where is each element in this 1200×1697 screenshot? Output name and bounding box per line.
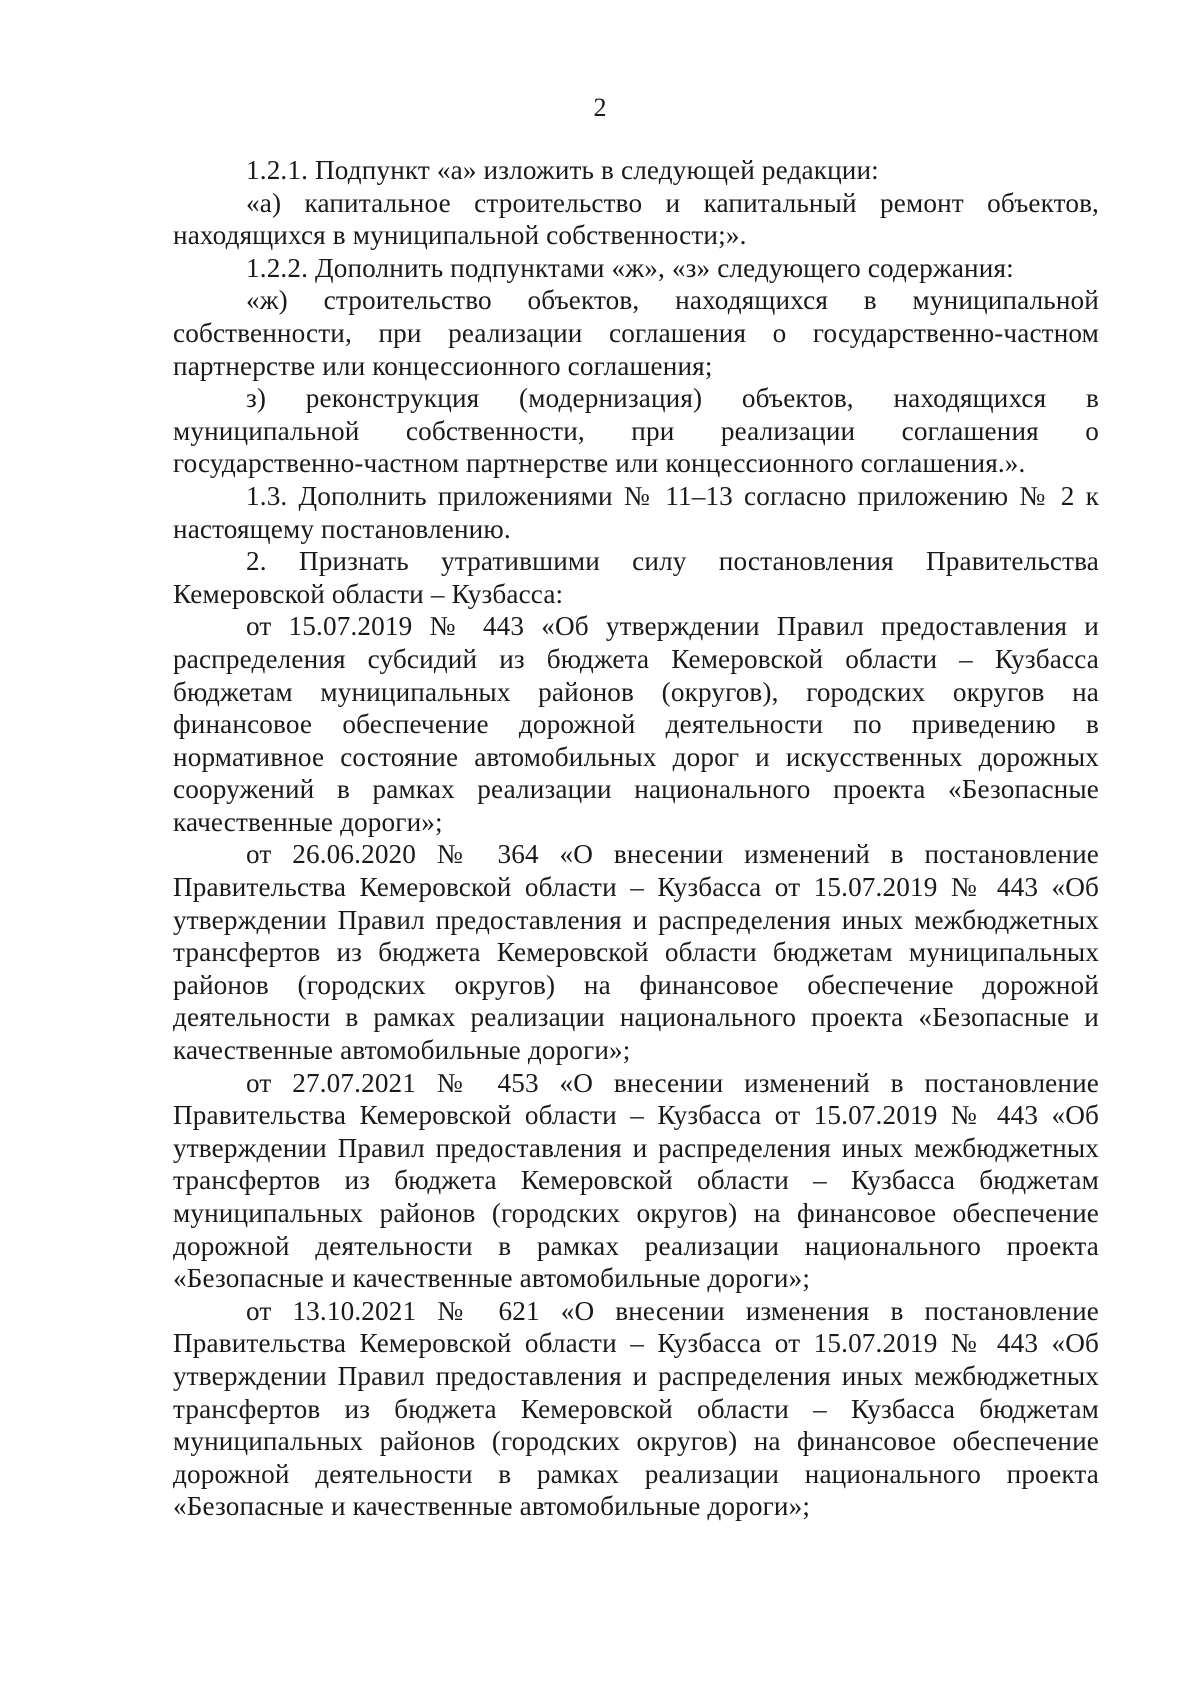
paragraph-1-2-2: 1.2.2. Дополнить подпунктами «ж», «з» следующего содержания:: [246, 252, 1014, 283]
paragraph-resolution-621: от 13.10.2021 № 621 «О внесении изменения в постановление Правительства Кемеровской области – Кузбасса от 15.07.2019 № 443 «Об утверждении Правил предоставления и распределения иных межбюджетных трансфертов из бюджета Кемеровской области – Кузбасса бюджетам муниципальных районов (городских округов) на финансовое обеспечение дорожной деятельности в рамках реализации национального проекта «Безопасные и качественные автомобильные дороги»;: [173, 1295, 1099, 1522]
paragraph-resolution-364: от 26.06.2020 № 364 «О внесении изменений в постановление Правительства Кемеровской области – Кузбасса от 15.07.2019 № 443 «Об утверждении Правил предоставления и распределения иных межбюджетных трансфертов из бюджета Кемеровской области бюджетам муниципальных районов (городских округов) на финансовое обеспечение дорожной деятельности в рамках реализации национального проекта «Безопасные и качественные автомобильные дороги»;: [173, 839, 1099, 1066]
paragraph-subitem-a: «а) капитальное строительство и капитальный ремонт объектов, находящихся в муниципальной собственности;».: [173, 187, 1099, 251]
paragraph-subitem-z: з) реконструкция (модернизация) объектов, находящихся в муниципальной собственности, при реализации соглашения о государственно-частном партнерстве или концессионного соглашения.».: [173, 383, 1099, 479]
page-number: 2: [593, 93, 607, 122]
paragraph-resolution-443: от 15.07.2019 № 443 «Об утверждении Правил предоставления и распределения субсидий из бюджета Кемеровской области – Кузбасса бюджетам муниципальных районов (округов), городских округов на финансовое обеспечение дорожной деятельности по приведению в нормативное состояние автомобильных дорог и искусственных дорожных сооружений в рамках реализации национального проекта «Безопасные качественные дороги»;: [173, 611, 1099, 837]
paragraph-resolution-453: от 27.07.2021 № 453 «О внесении изменений в постановление Правительства Кемеровской области – Кузбасса от 15.07.2019 № 443 «Об утверждении Правил предоставления и распределения иных межбюджетных трансфертов из бюджета Кемеровской области – Кузбасса бюджетам муниципальных районов (городских округов) на финансовое обеспечение дорожной деятельности в рамках реализации национального проекта «Безопасные и качественные автомобильные дороги»;: [173, 1067, 1099, 1294]
paragraph-subitem-zh: «ж) строительство объектов, находящихся в муниципальной собственности, при реализации соглашения о государственно-частном партнерстве или концессионного соглашения;: [173, 285, 1099, 381]
paragraph-1-3: 1.3. Дополнить приложениями № 11–13 согласно приложению № 2 к настоящему постановлению.: [173, 480, 1099, 544]
paragraph-1-2-1: 1.2.1. Подпункт «а» изложить в следующей редакции:: [246, 155, 879, 185]
document-body: [173, 154, 1099, 1523]
paragraph-2: 2. Признать утратившими силу постановления Правительства Кемеровской области – Кузбасса:: [173, 546, 1099, 609]
